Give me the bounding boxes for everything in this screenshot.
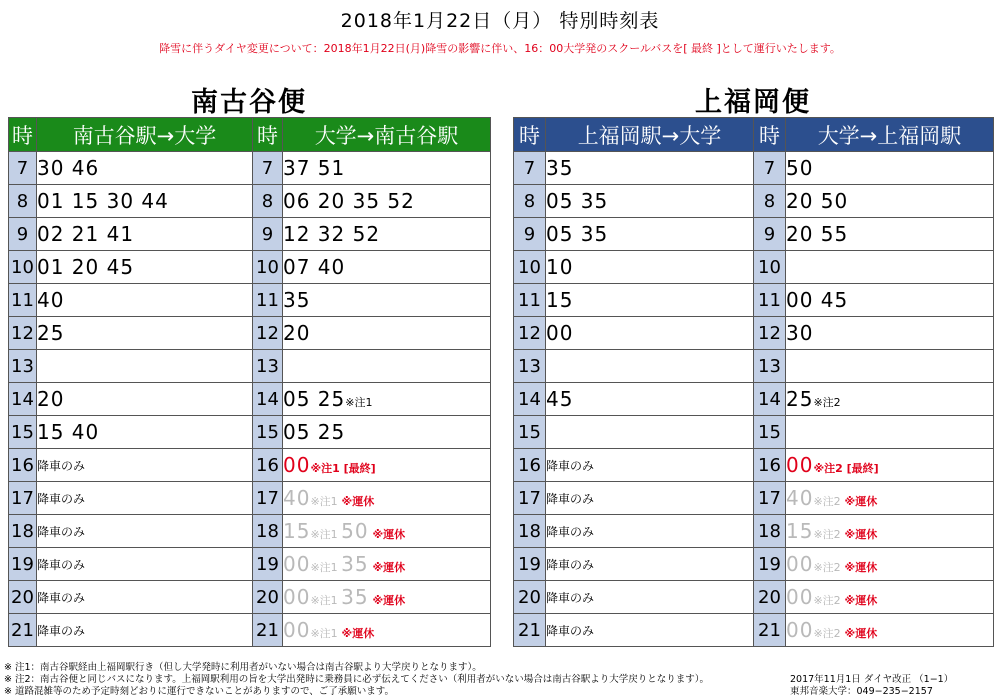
departure-times-to-university: 降車のみ — [546, 515, 754, 548]
hour-cell: 14 — [9, 383, 37, 416]
time-segment: ※注1 — [310, 594, 342, 607]
table-row — [514, 614, 994, 647]
departure-times-from-university — [283, 482, 491, 515]
departure-times-to-university — [546, 416, 754, 449]
time-segment: 35 — [341, 552, 369, 576]
departure-times-from-university — [283, 614, 491, 647]
time-segment: ※注2 — [813, 561, 841, 574]
table-row — [514, 416, 994, 449]
hour-cell: 20 — [754, 581, 786, 614]
hour-cell: 18 — [754, 515, 786, 548]
table-row — [9, 284, 491, 317]
table-row — [514, 317, 994, 350]
time-segment: 00 — [283, 585, 311, 609]
departure-times-to-university: 01 15 30 44 — [37, 185, 253, 218]
departure-times-from-university — [786, 251, 994, 284]
timetable-header-row — [9, 118, 491, 152]
table-row — [514, 284, 994, 317]
departure-times-from-university — [786, 317, 994, 350]
hour-cell: 16 — [754, 449, 786, 482]
departure-times-to-university — [37, 350, 253, 383]
departure-times-to-university: 25 — [37, 317, 253, 350]
hour-cell: 11 — [253, 284, 283, 317]
departure-times-from-university — [283, 218, 491, 251]
time-segment: 35 — [341, 585, 369, 609]
header-to-university: 南古谷駅→大学 — [37, 118, 253, 152]
hour-cell: 17 — [253, 482, 283, 515]
departure-times-to-university: 45 — [546, 383, 754, 416]
time-segment: 06 20 35 52 — [283, 189, 415, 213]
departure-times-to-university: 降車のみ — [37, 515, 253, 548]
table-row — [514, 383, 994, 416]
table-row — [9, 152, 491, 185]
departure-times-to-university: 降車のみ — [546, 548, 754, 581]
hour-cell: 13 — [253, 350, 283, 383]
time-segment: ※注2 — [813, 627, 841, 640]
hour-cell: 17 — [754, 482, 786, 515]
departure-times-from-university — [283, 383, 491, 416]
time-segment: 15 — [786, 519, 814, 543]
hour-cell: 18 — [9, 515, 37, 548]
departure-times-to-university: 降車のみ — [546, 449, 754, 482]
hour-cell: 20 — [514, 581, 546, 614]
hour-cell: 15 — [514, 416, 546, 449]
hour-cell: 15 — [754, 416, 786, 449]
time-segment: 20 — [283, 321, 311, 345]
contact-phone: 東邦音楽大学：049−235−2157 — [790, 686, 933, 697]
page-title: 2018年1月22日（月） 特別時刻表 — [340, 10, 660, 32]
table-row — [514, 515, 994, 548]
hour-cell: 12 — [754, 317, 786, 350]
departure-times-from-university — [283, 515, 491, 548]
hour-cell: 10 — [514, 251, 546, 284]
time-segment: ※運休 — [840, 594, 878, 607]
departure-times-from-university — [283, 185, 491, 218]
departure-times-from-university — [283, 548, 491, 581]
hour-cell: 18 — [253, 515, 283, 548]
hour-cell: 21 — [754, 614, 786, 647]
time-segment: 35 — [283, 288, 311, 312]
time-segment: 00 — [786, 552, 814, 576]
hour-cell: 9 — [9, 218, 37, 251]
header-from-university: 大学→南古谷駅 — [283, 118, 491, 152]
time-segment: 25 — [786, 387, 814, 411]
hour-cell: 10 — [754, 251, 786, 284]
table-row — [514, 185, 994, 218]
header-from-university: 大学→上福岡駅 — [786, 118, 994, 152]
hour-cell: 11 — [514, 284, 546, 317]
departure-times-from-university — [786, 284, 994, 317]
time-segment: 12 32 52 — [283, 222, 381, 246]
time-segment: 00 — [283, 453, 311, 477]
hour-cell: 9 — [754, 218, 786, 251]
time-segment: ※運休 — [337, 495, 375, 508]
time-segment: 20 50 — [786, 189, 849, 213]
departure-times-from-university — [786, 416, 994, 449]
section-title-minamifuruya: 南古谷便 — [191, 87, 307, 118]
table-row — [9, 317, 491, 350]
time-segment: 00 — [786, 453, 814, 477]
time-segment: ※注1 — [310, 627, 338, 640]
hour-cell: 12 — [9, 317, 37, 350]
header-hour: 時 — [754, 118, 786, 152]
departure-times-from-university — [786, 383, 994, 416]
hour-cell: 12 — [253, 317, 283, 350]
hour-cell: 14 — [514, 383, 546, 416]
hour-cell: 19 — [514, 548, 546, 581]
notice-text: 降雪に伴うダイヤ変更について：2018年1月22日(月)降雪の影響に伴い、16：00大学発のスクールバスを[ 最終 ]として運行いたします。 — [159, 42, 841, 55]
time-segment: 00 — [786, 585, 814, 609]
time-segment: ※注2 — [813, 396, 841, 409]
revision-date: 2017年11月1日 ダイヤ改正 （1−1） — [790, 674, 954, 685]
time-segment: ※運休 — [840, 561, 878, 574]
hour-cell: 8 — [9, 185, 37, 218]
hour-cell: 8 — [253, 185, 283, 218]
hour-cell: 7 — [253, 152, 283, 185]
time-segment: ※運休 — [368, 528, 406, 541]
table-row — [514, 581, 994, 614]
table-row — [514, 350, 994, 383]
departure-times-to-university: 15 40 — [37, 416, 253, 449]
table-row — [9, 383, 491, 416]
departure-times-from-university — [786, 482, 994, 515]
hour-cell: 9 — [253, 218, 283, 251]
hour-cell: 19 — [754, 548, 786, 581]
hour-cell: 10 — [9, 251, 37, 284]
hour-cell: 8 — [754, 185, 786, 218]
time-segment: ※注1 — [345, 396, 373, 409]
departure-times-to-university: 40 — [37, 284, 253, 317]
time-segment: 37 51 — [283, 156, 346, 180]
hour-cell: 17 — [9, 482, 37, 515]
departure-times-to-university: 35 — [546, 152, 754, 185]
hour-cell: 16 — [253, 449, 283, 482]
hour-cell: 15 — [253, 416, 283, 449]
time-segment: ※運休 — [337, 627, 375, 640]
table-row — [9, 614, 491, 647]
departure-times-from-university — [283, 581, 491, 614]
departure-times-from-university — [283, 317, 491, 350]
table-row — [514, 152, 994, 185]
departure-times-to-university: 降車のみ — [546, 482, 754, 515]
header-to-university: 上福岡駅→大学 — [546, 118, 754, 152]
departure-times-to-university: 降車のみ — [546, 614, 754, 647]
time-segment: 05 25 — [283, 420, 346, 444]
hour-cell: 13 — [514, 350, 546, 383]
table-row — [514, 251, 994, 284]
footnote-1: ※ 注1：南古谷駅経由上福岡駅行き（但し大学発時に利用者がいない場合は南古谷駅より大学戻りとなります）。 — [4, 662, 482, 673]
table-row — [9, 515, 491, 548]
footnote-3: ※ 道路混雑等のため予定時刻どおりに運行できないことがありますので、ご了承願います。 — [4, 686, 395, 697]
hour-cell: 10 — [253, 251, 283, 284]
section-title-kamifukuoka: 上福岡便 — [695, 87, 811, 118]
time-segment: ※運休 — [368, 594, 406, 607]
hour-cell: 12 — [514, 317, 546, 350]
time-segment: 40 — [283, 486, 311, 510]
departure-times-from-university — [786, 581, 994, 614]
table-row — [9, 416, 491, 449]
hour-cell: 13 — [754, 350, 786, 383]
time-segment: 50 — [786, 156, 814, 180]
departure-times-from-university — [786, 350, 994, 383]
hour-cell: 14 — [253, 383, 283, 416]
time-segment: ※運休 — [840, 495, 878, 508]
table-row — [514, 548, 994, 581]
hour-cell: 20 — [9, 581, 37, 614]
hour-cell: 8 — [514, 185, 546, 218]
departure-times-to-university: 10 — [546, 251, 754, 284]
table-row — [9, 548, 491, 581]
table-row — [9, 581, 491, 614]
departure-times-to-university: 降車のみ — [37, 449, 253, 482]
departure-times-to-university: 降車のみ — [546, 581, 754, 614]
hour-cell: 20 — [253, 581, 283, 614]
table-row — [9, 218, 491, 251]
departure-times-to-university: 01 20 45 — [37, 251, 253, 284]
hour-cell: 21 — [9, 614, 37, 647]
departure-times-from-university — [786, 218, 994, 251]
departure-times-from-university — [283, 152, 491, 185]
time-segment: 05 25 — [283, 387, 346, 411]
time-segment: ※運休 — [840, 627, 878, 640]
header-hour: 時 — [514, 118, 546, 152]
header-hour: 時 — [253, 118, 283, 152]
table-row — [9, 482, 491, 515]
hour-cell: 11 — [754, 284, 786, 317]
timetable-minamifuruya — [8, 117, 491, 647]
departure-times-from-university — [283, 284, 491, 317]
departure-times-to-university: 降車のみ — [37, 548, 253, 581]
time-segment: ※注1 — [310, 528, 342, 541]
departure-times-from-university — [786, 152, 994, 185]
header-hour: 時 — [9, 118, 37, 152]
time-segment: 40 — [786, 486, 814, 510]
departure-times-from-university — [786, 548, 994, 581]
time-segment: ※注1 — [310, 495, 338, 508]
table-row — [9, 350, 491, 383]
departure-times-from-university — [786, 515, 994, 548]
hour-cell: 21 — [514, 614, 546, 647]
time-segment: 15 — [283, 519, 311, 543]
time-segment: ※運休 — [368, 561, 406, 574]
time-segment: ※注2 — [813, 594, 841, 607]
table-row — [514, 449, 994, 482]
table-row — [514, 482, 994, 515]
departure-times-from-university — [786, 449, 994, 482]
hour-cell: 13 — [9, 350, 37, 383]
hour-cell: 7 — [9, 152, 37, 185]
departure-times-to-university: 降車のみ — [37, 581, 253, 614]
hour-cell: 18 — [514, 515, 546, 548]
hour-cell: 21 — [253, 614, 283, 647]
departure-times-to-university: 30 46 — [37, 152, 253, 185]
time-segment: 00 — [283, 552, 311, 576]
time-segment: 00 — [786, 618, 814, 642]
departure-times-from-university — [283, 251, 491, 284]
time-segment: ※注1 [最終] — [310, 462, 376, 475]
time-segment: ※注2 — [813, 495, 841, 508]
departure-times-from-university — [786, 614, 994, 647]
time-segment: ※運休 — [840, 528, 878, 541]
departure-times-to-university: 降車のみ — [37, 614, 253, 647]
departure-times-to-university: 05 35 — [546, 218, 754, 251]
table-row — [9, 251, 491, 284]
departure-times-to-university — [546, 350, 754, 383]
time-segment: 00 — [283, 618, 311, 642]
hour-cell: 7 — [754, 152, 786, 185]
table-row — [514, 218, 994, 251]
hour-cell: 15 — [9, 416, 37, 449]
hour-cell: 7 — [514, 152, 546, 185]
departure-times-to-university: 00 — [546, 317, 754, 350]
footnote-2: ※ 注2：南古谷便と同じバスになります。上福岡駅利用の旨を大学出発時に乗務員に必ず伝えてください（利用者がいない場合は南古谷駅より大学戻りとなります）。 — [4, 674, 710, 685]
hour-cell: 17 — [514, 482, 546, 515]
time-segment: 30 — [786, 321, 814, 345]
table-row — [9, 185, 491, 218]
hour-cell: 16 — [9, 449, 37, 482]
time-segment: 50 — [341, 519, 369, 543]
hour-cell: 19 — [9, 548, 37, 581]
hour-cell: 16 — [514, 449, 546, 482]
departure-times-to-university: 降車のみ — [37, 482, 253, 515]
departure-times-to-university: 20 — [37, 383, 253, 416]
hour-cell: 19 — [253, 548, 283, 581]
time-segment: 07 40 — [283, 255, 346, 279]
hour-cell: 9 — [514, 218, 546, 251]
table-row — [9, 449, 491, 482]
departure-times-from-university — [283, 350, 491, 383]
time-segment: ※注2 — [813, 528, 841, 541]
departure-times-from-university — [786, 185, 994, 218]
timetable-kamifukuoka — [513, 117, 994, 647]
time-segment: ※注2 [最終] — [813, 462, 879, 475]
time-segment: ※注1 — [310, 561, 342, 574]
departure-times-from-university — [283, 449, 491, 482]
time-segment: 00 45 — [786, 288, 849, 312]
departure-times-to-university: 05 35 — [546, 185, 754, 218]
departure-times-from-university — [283, 416, 491, 449]
timetable-header-row — [514, 118, 994, 152]
time-segment: 20 55 — [786, 222, 849, 246]
hour-cell: 11 — [9, 284, 37, 317]
hour-cell: 14 — [754, 383, 786, 416]
departure-times-to-university: 15 — [546, 284, 754, 317]
departure-times-to-university: 02 21 41 — [37, 218, 253, 251]
